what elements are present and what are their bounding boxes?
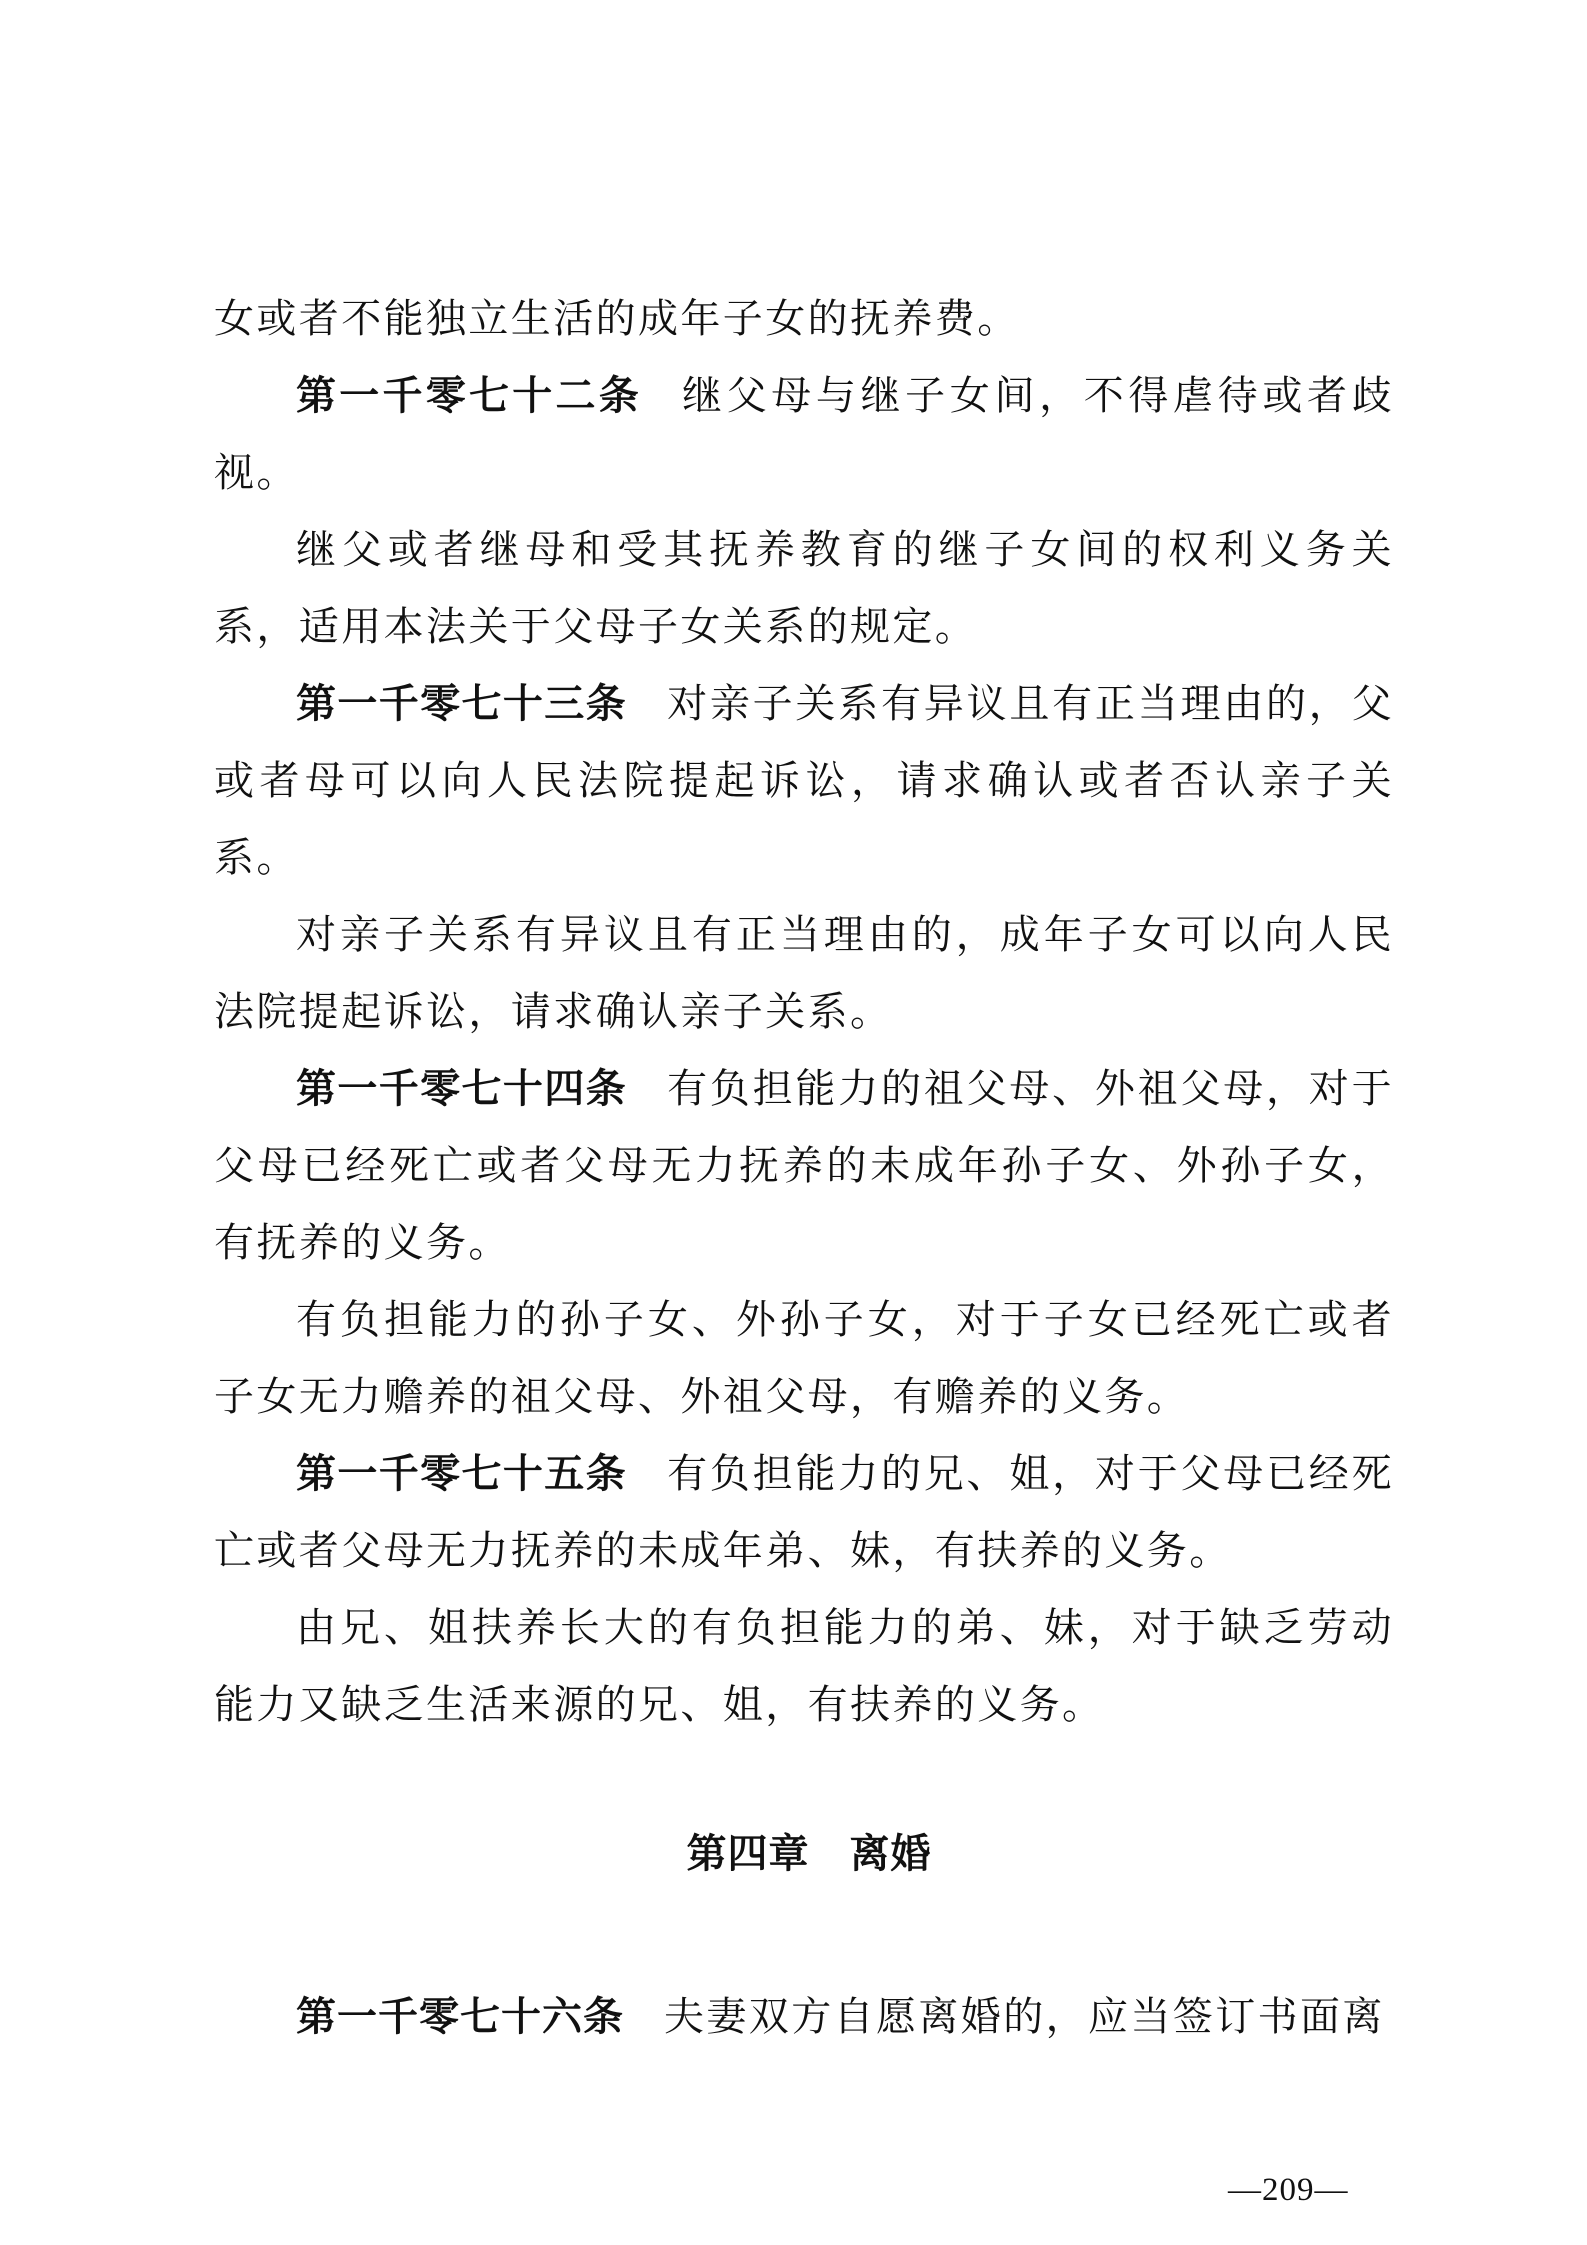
article-1072 [214, 358, 1394, 512]
article-1073 [214, 666, 1394, 897]
page-number: —209— [1228, 2172, 1349, 2208]
paragraph-text: 对亲子关系有异议且有正当理由的，成年子女可以向人民法院提起诉讼，请求确认亲子关系。 [214, 912, 1394, 1035]
paragraph-text: 继父母与继子女间，不得虐待或者歧视。 [214, 373, 1395, 496]
paragraph-text: 有负担能力的祖父母、外祖父母，对于父母已经死亡或者父母无力抚养的未成年孙子女、外孙子女，有抚养的义务。 [214, 1066, 1394, 1266]
chapter-number: 第四章 [686, 1831, 810, 1877]
article-1074 [214, 1051, 1394, 1282]
article-1073-clause-2 [214, 897, 1394, 1051]
article-1072-clause-2 [214, 512, 1394, 666]
article-heading: 第一千零七十六条 [296, 1994, 624, 2040]
article-1074-clause-2 [214, 1282, 1394, 1436]
article-1075 [214, 1436, 1394, 1590]
article-1076 [214, 1979, 1394, 2056]
chapter-title: 离婚 [849, 1831, 932, 1877]
article-heading: 第一千零七十五条 [296, 1451, 628, 1497]
paragraph-text: 女或者不能独立生活的成年子女的抚养费。 [214, 296, 1020, 342]
article-heading: 第一千零七十三条 [296, 681, 628, 727]
paragraph-continuation [214, 281, 1394, 358]
paragraph-text: 继父或者继母和受其抚养教育的继子女间的权利义务关系，适用本法关于父母子女关系的规定。 [214, 527, 1394, 650]
paragraph-text: 有负担能力的孙子女、外孙子女，对于子女已经死亡或者子女无力赡养的祖父母、外祖父母，有赡养的义务。 [214, 1297, 1394, 1420]
paragraph-text: 有负担能力的兄、姐，对于父母已经死亡或者父母无力抚养的未成年弟、妹，有扶养的义务。 [214, 1451, 1394, 1574]
paragraph-text: 对亲子关系有异议且有正当理由的，父或者母可以向人民法院提起诉讼，请求确认或者否认亲子关系。 [214, 681, 1394, 881]
text-column [214, 281, 1394, 2056]
chapter-heading [214, 1816, 1394, 1893]
article-1075-clause-2 [214, 1590, 1394, 1744]
article-heading: 第一千零七十二条 [296, 373, 642, 419]
paragraph-text: 由兄、姐扶养长大的有负担能力的弟、妹，对于缺乏劳动能力又缺乏生活来源的兄、姐，有扶养的义务。 [214, 1605, 1394, 1728]
article-heading: 第一千零七十四条 [296, 1066, 628, 1112]
paragraph-text: 夫妻双方自愿离婚的，应当签订书面离 [664, 1994, 1385, 2040]
